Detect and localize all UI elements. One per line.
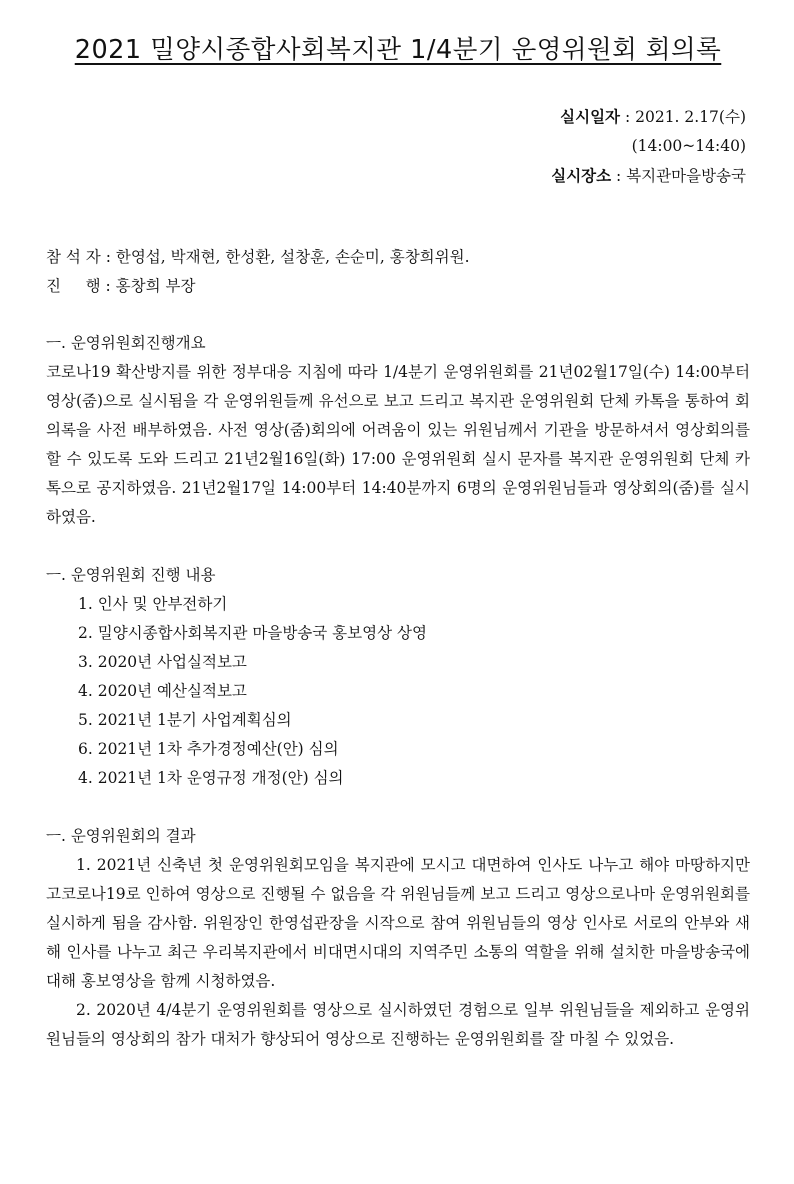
meeting-place-line	[46, 161, 746, 191]
results-section	[46, 822, 750, 1054]
agenda-item: 3. 2020년 사업실적보고	[78, 653, 247, 671]
agenda-section	[46, 561, 750, 793]
result-item: 2. 2020년 4/4분기 운영위원회를 영상으로 실시하였던 경험으로 일부 위원님들을 제외하고 운영위원님들의 영상회의 참가 대처가 향상되어 영상으로 진행하는 운영위원회를 잘 마칠 수 있었음.	[46, 1001, 750, 1048]
agenda-item: 6. 2021년 1차 추가경정예산(안) 심의	[78, 740, 339, 758]
results-heading: ㅡ. 운영위원회의 결과	[46, 827, 196, 845]
agenda-item: 4. 2021년 1차 운영규정 개정(안) 심의	[78, 769, 344, 787]
date-value: : 2021. 2.17(수)	[620, 108, 746, 126]
attendees-line: 참 석 자 : 한영섭, 박재현, 한성환, 설창훈, 손순미, 홍창희위원.	[46, 248, 470, 266]
meeting-date-line	[46, 102, 746, 132]
overview-heading: ㅡ. 운영위원회진행개요	[46, 334, 206, 352]
agenda-heading: ㅡ. 운영위원회 진행 내용	[46, 566, 216, 584]
result-item: 1. 2021년 신축년 첫 운영위원회모임을 복지관에 모시고 대면하여 인사도 나누고 해야 마땅하지만 고코로나19로 인하여 영상으로 진행될 수 없음을 각 위원님들께 보고 드리고 영상으로나마 운영위원회를 실시하게 됨을 감사함. 위원장인 한영섭관장을 시작으로 참여 위원님들의 영상 인사로 서로의 안부와 새해 인사를 나누고 최근 우리복지관에서 비대면시대의 지역주민 소통의 역할을 위해 설치한 마을방송국에 대해 홍보영상을 함께 시청하였음.	[46, 856, 750, 990]
document-title: 2021 밀양시종합사회복지관 1/4분기 운영위원회 회의록	[74, 35, 722, 65]
meeting-meta	[46, 102, 750, 191]
overview-section	[46, 329, 750, 532]
attendance-block	[46, 243, 750, 301]
date-label: 실시일자	[560, 107, 621, 126]
agenda-item: 1. 인사 및 안부전하기	[78, 595, 228, 613]
host-line: 진 행 : 홍창희 부장	[46, 277, 196, 295]
overview-paragraph: 코로나19 확산방지를 위한 정부대응 지침에 따라 1/4분기 운영위원회를 21년02월17일(수) 14:00부터 영상(줌)으로 실시됨을 각 운영위원들께 유선으로 보고 드리고 복지관 운영위원회 단체 카톡을 통하여 회의록을 사전 배부하였음. 사전 영상(줌)회의에 어려움이 있는 위원님께서 기관을 방문하셔서 영상회의를 할 수 있도록 도와 드리고 21년2월16일(화) 17:00 운영위원회 실시 문자를 복지관 운영위원회 단체 카톡으로 공지하였음. 21년2월17일 14:00부터 14:40분까지 6명의 운영위원님들과 영상회의(줌)를 실시하였음.	[46, 363, 750, 526]
agenda-list	[46, 590, 750, 793]
agenda-item: 2. 밀양시종합사회복지관 마을방송국 홍보영상 상영	[78, 624, 427, 642]
place-value: : 복지관마을방송국	[611, 167, 746, 185]
agenda-item: 5. 2021년 1분기 사업계획심의	[78, 711, 292, 729]
meeting-time-line: (14:00~14:40)	[631, 137, 746, 155]
agenda-item: 4. 2020년 예산실적보고	[78, 682, 247, 700]
place-label: 실시장소	[551, 166, 612, 185]
